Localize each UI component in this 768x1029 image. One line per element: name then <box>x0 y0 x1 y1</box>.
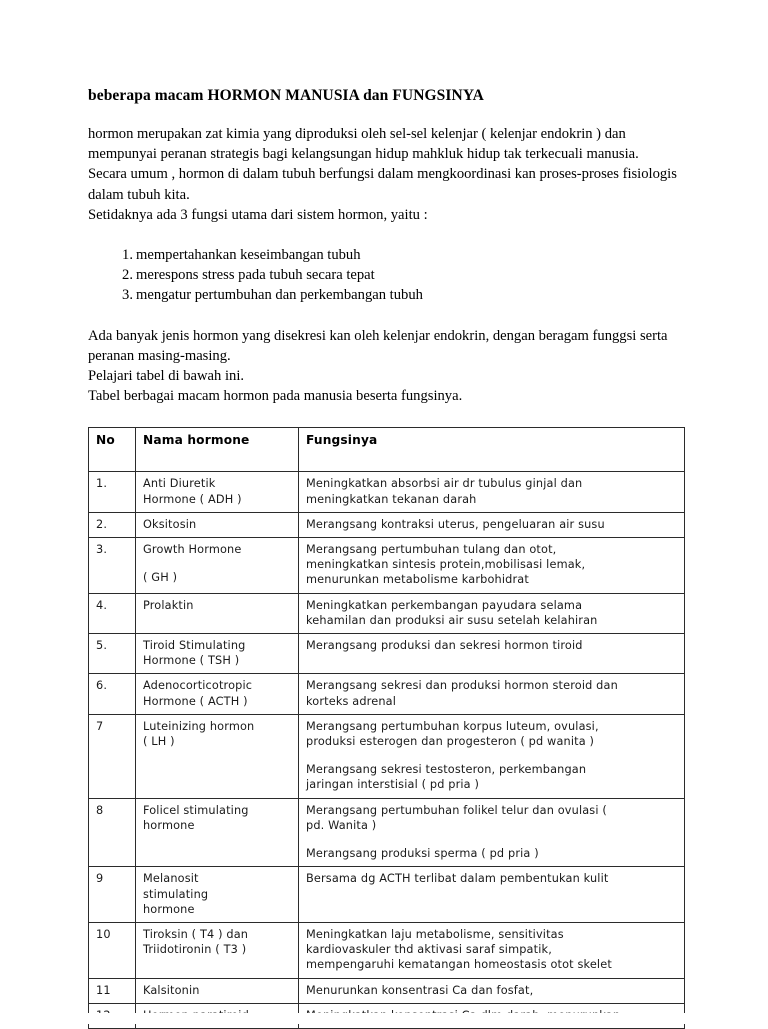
functions-list-item <box>88 245 680 265</box>
cell-paragraph <box>306 762 677 792</box>
cell-no: 6. <box>89 674 136 714</box>
cell-paragraph <box>143 638 291 668</box>
cell-hormone-name <box>136 922 299 978</box>
cell-no: 11 <box>89 978 136 1003</box>
cell-function <box>299 978 685 1003</box>
table-row <box>89 867 685 923</box>
cell-line: Tiroksin ( T4 ) dan <box>143 927 249 941</box>
cell-paragraph <box>143 927 291 957</box>
cell-line: Oksitosin <box>143 517 197 531</box>
table-header-row <box>89 428 685 472</box>
table-row <box>89 512 685 537</box>
cell-paragraph <box>143 871 291 917</box>
cell-paragraph <box>306 638 677 653</box>
cell-line: pd. Wanita ) <box>306 818 377 832</box>
cell-no: 10 <box>89 922 136 978</box>
cell-paragraph <box>306 871 677 886</box>
cell-function <box>299 634 685 674</box>
cell-paragraph <box>306 678 677 708</box>
cell-function <box>299 922 685 978</box>
cell-line: hormone <box>143 818 195 832</box>
spacer <box>88 225 680 245</box>
cell-paragraph <box>306 719 677 749</box>
cell-hormone-name <box>136 593 299 633</box>
functions-list <box>88 245 680 306</box>
cell-hormone-name <box>136 512 299 537</box>
cell-no: 4. <box>89 593 136 633</box>
cell-line: Merangsang produksi sperma ( pd pria ) <box>306 847 539 861</box>
table-row <box>89 472 685 512</box>
cell-line: Anti Diuretik <box>143 477 216 491</box>
cell-line: Merangsang sekresi dan produksi hormon steroid dan <box>306 679 618 693</box>
cell-line: Merangsang kontraksi uterus, pengeluaran air susu <box>306 517 605 531</box>
cell-line: Adenocorticotropic <box>143 679 253 693</box>
cell-function <box>299 538 685 594</box>
cell-paragraph <box>143 542 291 557</box>
column-header-function: Fungsinya <box>299 428 685 472</box>
cell-no: 3. <box>89 538 136 594</box>
cell-hormone-name <box>136 538 299 594</box>
cell-line: hormone <box>143 902 195 916</box>
cell-no: 8 <box>89 798 136 867</box>
cell-no: 5. <box>89 634 136 674</box>
functions-list-item <box>88 265 680 285</box>
cell-line: Bersama dg ACTH terlibat dalam pembentukan kulit <box>306 872 609 886</box>
cell-line: Merangsang pertumbuhan tulang dan otot, <box>306 543 557 557</box>
cell-hormone-name <box>136 867 299 923</box>
page-bottom-clip <box>0 1013 768 1024</box>
cell-paragraph <box>306 983 677 998</box>
paragraph-intro: hormon merupakan zat kimia yang diproduksi oleh sel-sel kelenjar ( kelenjar endokrin ) dan mempunyai peranan strategis bagi kelangsungan hidup mahkluk hidup tak terkecuali manusia. <box>88 126 639 163</box>
cell-paragraph <box>306 598 677 628</box>
page-title: beberapa macam HORMON MANUSIA dan FUNGSINYA <box>88 87 484 104</box>
cell-paragraph <box>306 927 677 973</box>
table-row <box>89 978 685 1003</box>
cell-line: Hormone ( TSH ) <box>143 654 240 668</box>
cell-line: Hormone ( ACTH ) <box>143 694 248 708</box>
cell-line: Merangsang pertumbuhan korpus luteum, ovulasi, <box>306 719 599 733</box>
paragraph-variety: Ada banyak jenis hormon yang disekresi kan oleh kelenjar endokrin, dengan beragam funggsi serta peranan masing-masing. <box>88 327 668 364</box>
cell-line: Triidotironin ( T3 ) <box>143 943 247 957</box>
cell-function <box>299 674 685 714</box>
cell-line: meningkatkan sintesis protein,mobilisasi lemak, <box>306 558 586 572</box>
functions-list-item <box>88 285 680 305</box>
cell-line: Tiroid Stimulating <box>143 639 246 653</box>
cell-hormone-name <box>136 714 299 798</box>
list-item-label: mengatur pertumbuhan dan perkembangan tubuh <box>136 287 423 304</box>
cell-line: ( LH ) <box>143 735 175 749</box>
cell-line: Meningkatkan absorbsi air dr tubulus ginjal dan <box>306 477 583 491</box>
cell-line: jaringan interstisial ( pd pria ) <box>306 778 480 792</box>
cell-line: Menurunkan konsentrasi Ca dan fosfat, <box>306 983 534 997</box>
table-row <box>89 922 685 978</box>
cell-line: Kalsitonin <box>143 983 200 997</box>
cell-line: kehamilan dan produksi air susu setelah kelahiran <box>306 613 598 627</box>
paragraph-table-caption: Tabel berbagai macam hormon pada manusia beserta fungsinya. <box>88 388 463 405</box>
cell-paragraph <box>143 598 291 613</box>
cell-line: Merangsang pertumbuhan folikel telur dan ovulasi ( <box>306 803 607 817</box>
cell-no: 7 <box>89 714 136 798</box>
cell-function <box>299 714 685 798</box>
cell-paragraph <box>143 719 291 749</box>
cell-hormone-name <box>136 634 299 674</box>
cell-line: meningkatkan tekanan darah <box>306 492 477 506</box>
paragraph-study: Pelajari tabel di bawah ini. <box>88 368 245 385</box>
list-item-number: 3. <box>122 287 133 304</box>
cell-line: Growth Hormone <box>143 543 242 557</box>
cell-function <box>299 512 685 537</box>
cell-line: menurunkan metabolisme karbohidrat <box>306 573 529 587</box>
document-content <box>88 86 680 1029</box>
hormone-table-wrapper <box>88 427 680 1028</box>
hormone-table <box>88 427 685 1028</box>
table-head <box>89 428 685 472</box>
cell-hormone-name <box>136 978 299 1003</box>
table-row <box>89 674 685 714</box>
cell-line: Meningkatkan perkembangan payudara selama <box>306 598 583 612</box>
list-item-label: mempertahankan keseimbangan tubuh <box>136 247 361 264</box>
cell-no: 9 <box>89 867 136 923</box>
cell-line: korteks adrenal <box>306 694 397 708</box>
table-row <box>89 798 685 867</box>
cell-hormone-name <box>136 798 299 867</box>
list-item-number: 2. <box>122 267 133 284</box>
table-row <box>89 538 685 594</box>
cell-paragraph <box>306 803 677 833</box>
cell-no: 1. <box>89 472 136 512</box>
cell-paragraph <box>306 542 677 588</box>
cell-line: Merangsang produksi dan sekresi hormon tiroid <box>306 639 583 653</box>
cell-line: Hormone ( ADH ) <box>143 492 242 506</box>
cell-paragraph <box>306 517 677 532</box>
cell-line: Merangsang sekresi testosteron, perkembangan <box>306 763 587 777</box>
cell-paragraph <box>143 476 291 506</box>
cell-line: Folicel stimulating <box>143 803 249 817</box>
table-row <box>89 714 685 798</box>
paragraph-functions-lead: Setidaknya ada 3 fungsi utama dari sistem hormon, yaitu : <box>88 206 428 223</box>
cell-line: kardiovaskuler thd aktivasi saraf simpatik, <box>306 943 552 957</box>
cell-line: Luteinizing hormon <box>143 719 255 733</box>
cell-paragraph <box>143 678 291 708</box>
cell-paragraph <box>306 846 677 861</box>
cell-function <box>299 867 685 923</box>
cell-function <box>299 593 685 633</box>
cell-paragraph <box>143 983 291 998</box>
column-header-no: No <box>89 428 136 472</box>
cell-line: Melanosit <box>143 872 199 886</box>
cell-function <box>299 798 685 867</box>
cell-hormone-name <box>136 472 299 512</box>
cell-paragraph <box>306 476 677 506</box>
column-header-name: Nama hormone <box>136 428 299 472</box>
table-row <box>89 593 685 633</box>
cell-hormone-name <box>136 674 299 714</box>
list-item-number: 1. <box>122 247 133 264</box>
cell-function <box>299 472 685 512</box>
cell-no: 2. <box>89 512 136 537</box>
table-row <box>89 634 685 674</box>
cell-line: Prolaktin <box>143 598 194 612</box>
cell-paragraph <box>143 803 291 833</box>
cell-line: mempengaruhi kematangan homeostasis otot skelet <box>306 958 612 972</box>
paragraph-general: Secara umum , hormon di dalam tubuh berfungsi dalam mengkoordinasi kan proses-proses fisiologis dalam tubuh kita. <box>88 166 677 203</box>
list-item-label: merespons stress pada tubuh secara tepat <box>136 267 375 284</box>
cell-line: stimulating <box>143 887 209 901</box>
cell-paragraph <box>143 517 291 532</box>
cell-line: ( GH ) <box>143 571 178 585</box>
cell-paragraph <box>143 570 291 585</box>
cell-line: produksi esterogen dan progesteron ( pd wanita ) <box>306 735 595 749</box>
cell-line: Meningkatkan laju metabolisme, sensitivitas <box>306 927 564 941</box>
spacer <box>88 306 680 326</box>
table-body <box>89 472 685 1028</box>
